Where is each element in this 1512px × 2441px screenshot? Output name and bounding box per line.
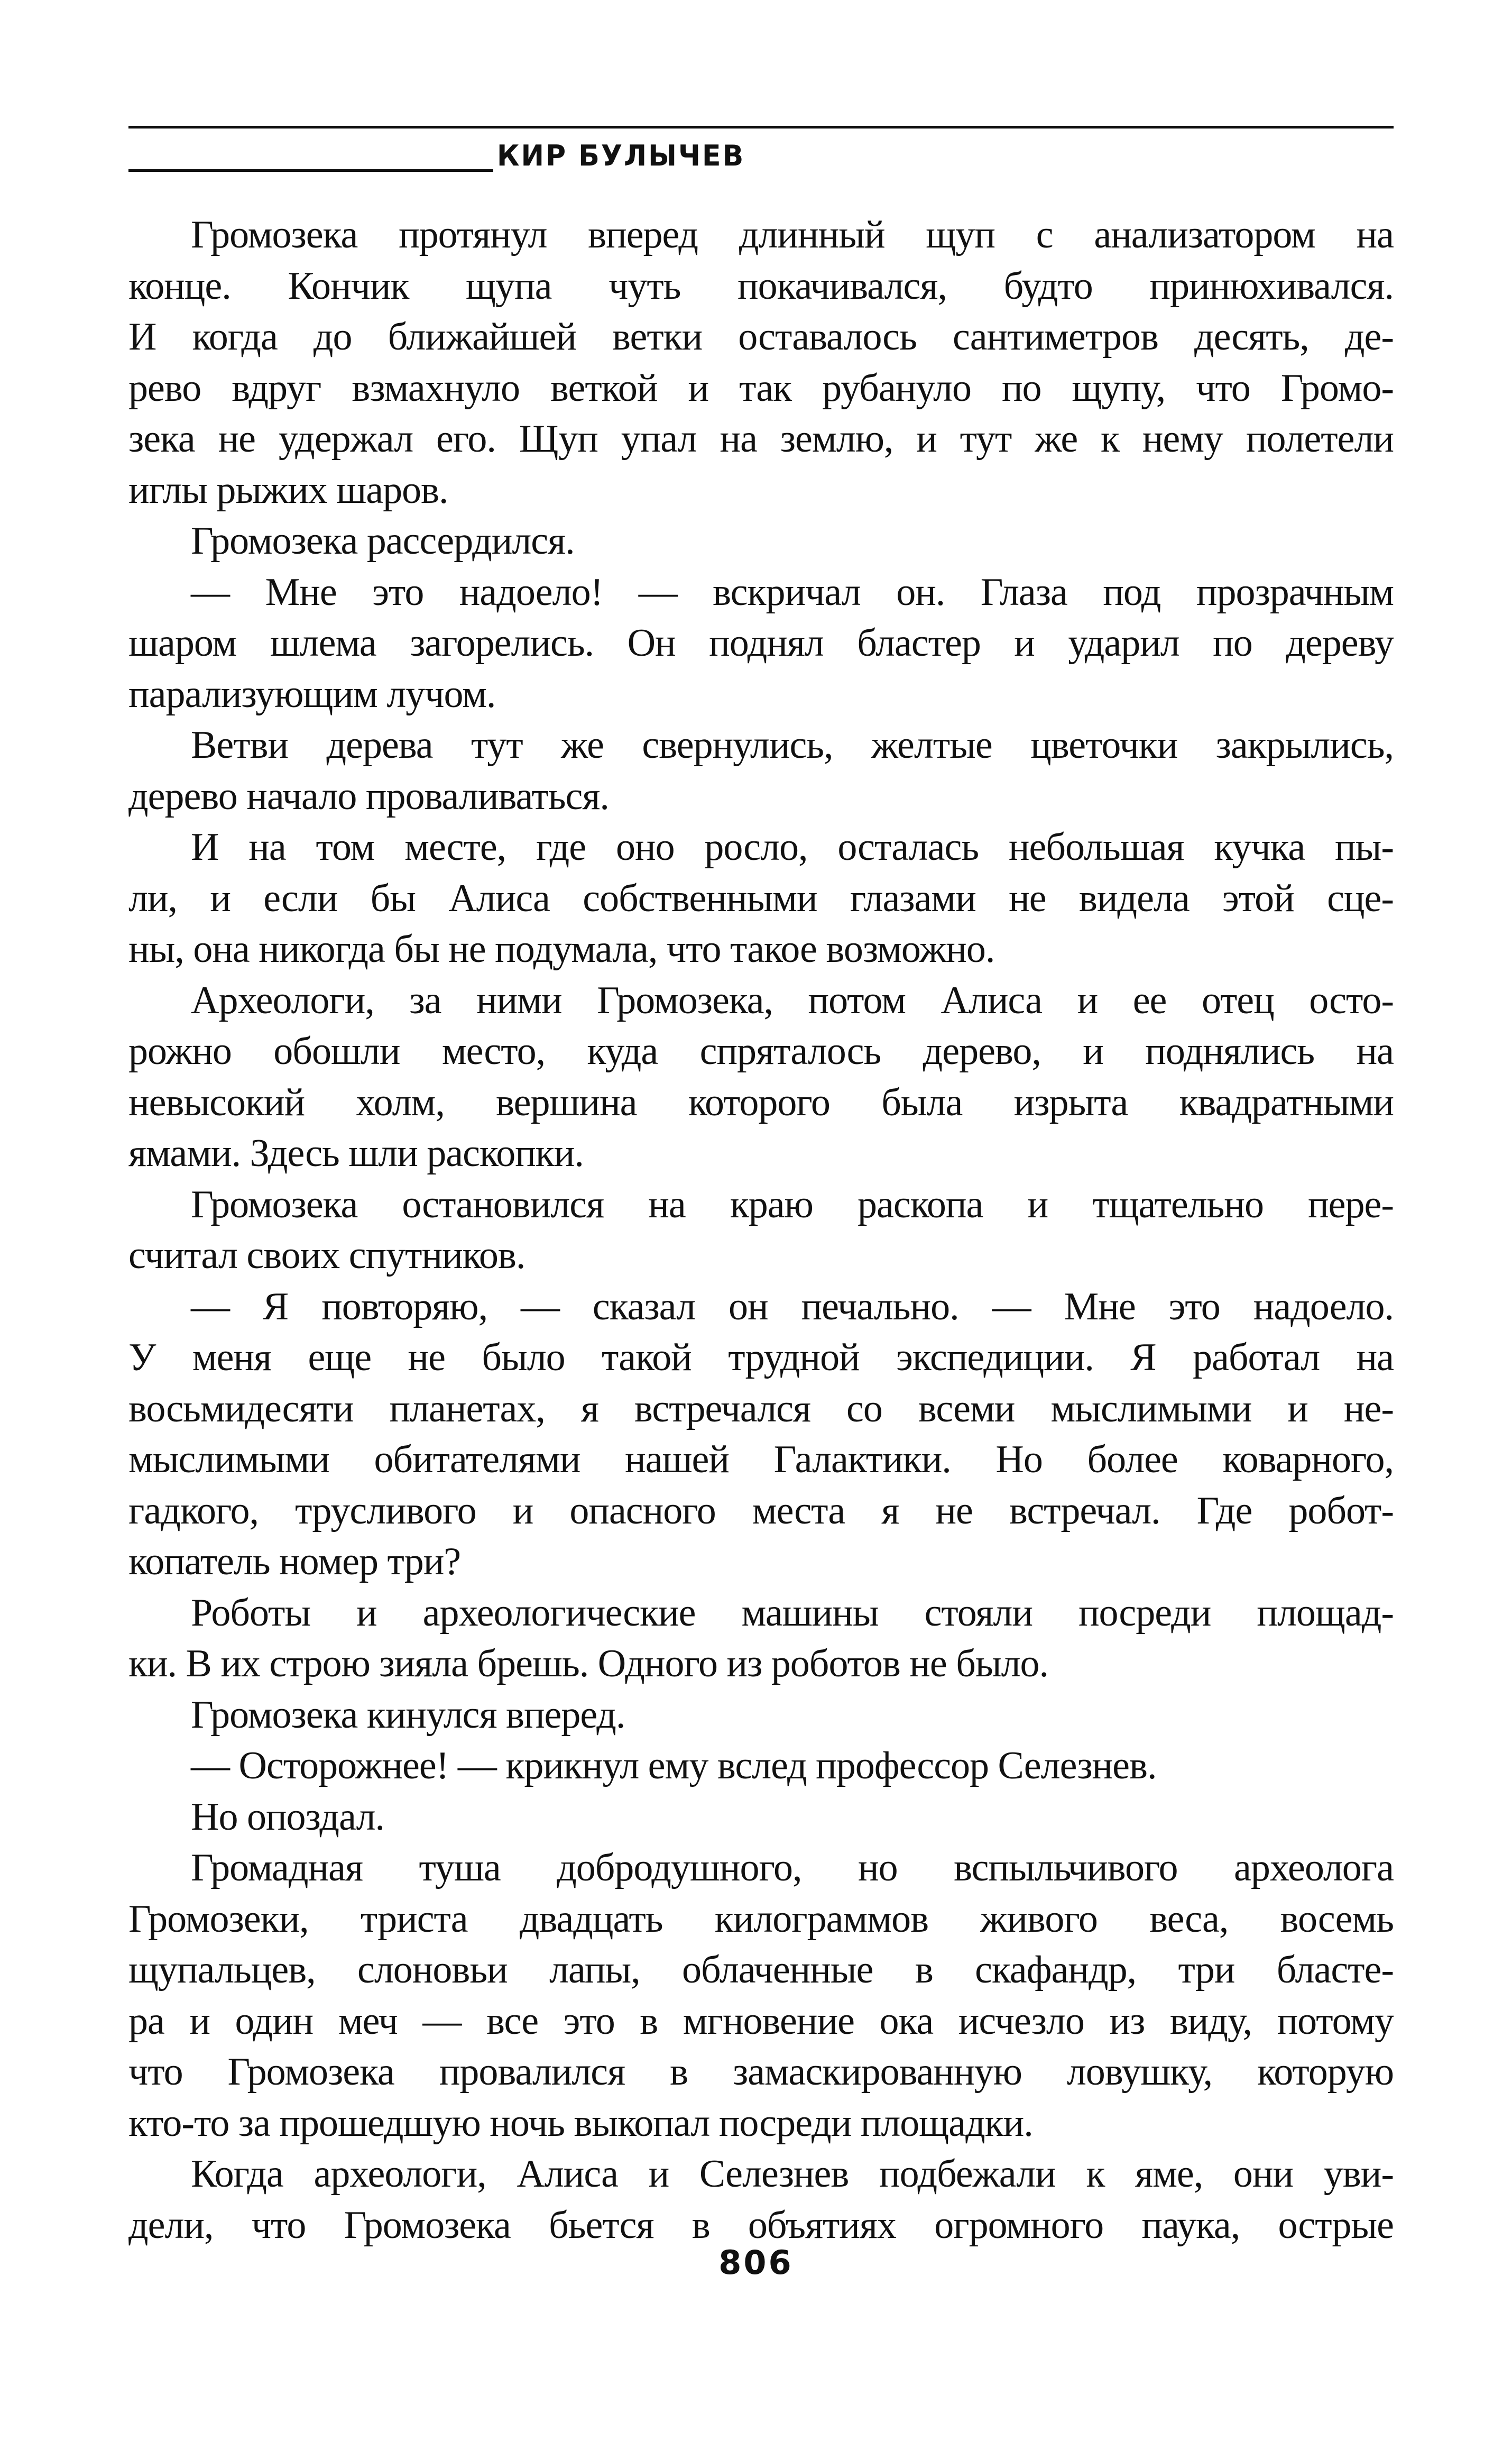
- text-line: И когда до ближайшей ветки оставалось сантиметров десять, де-: [128, 315, 1394, 359]
- text-line: Громозека протянул вперед длинный щуп с анализатором на: [191, 213, 1394, 256]
- text-line: Громозека рассердился.: [191, 519, 575, 563]
- paragraph: [128, 1792, 1394, 1843]
- text-line: Когда археологи, Алиса и Селезнев подбежали к яме, они уви-: [191, 2152, 1394, 2196]
- paragraph: [128, 1281, 1394, 1587]
- text-line: иглы рыжих шаров.: [128, 468, 448, 512]
- text-line: считал своих спутников.: [128, 1234, 525, 1277]
- paragraph: [128, 209, 1394, 516]
- paragraph: [128, 1587, 1394, 1690]
- text-line: ны, она никогда бы не подумала, что такое возможно.: [128, 928, 995, 971]
- text-line: ки. В их строю зияла брешь. Одного из роботов не было.: [128, 1642, 1049, 1685]
- text-line: щупальцев, слоновьи лапы, облаченные в скафандр, три бласте-: [128, 1948, 1394, 1992]
- text-line: кто-то за прошедшую ночь выкопал посреди площадки.: [128, 2101, 1033, 2145]
- text-line: ямами. Здесь шли раскопки.: [128, 1132, 584, 1175]
- paragraph: [128, 2149, 1394, 2251]
- text-line: Археологи, за ними Громозека, потом Алиса и ее отец осто-: [191, 978, 1394, 1022]
- text-line: Громозека остановился на краю раскопа и тщательно пере-: [191, 1182, 1394, 1226]
- running-head: КИР БУЛЫЧЕВ: [497, 139, 745, 173]
- text-line: мыслимыми обитателями нашей Галактики. Но более коварного,: [128, 1438, 1394, 1481]
- text-line: дерево начало проваливаться.: [128, 774, 609, 818]
- header-rule-left: [128, 169, 493, 172]
- paragraph: [128, 720, 1394, 822]
- text-line: — Осторожнее! — крикнул ему вслед профессор Селезнев.: [191, 1744, 1157, 1787]
- text-line: копатель номер три?: [128, 1540, 461, 1583]
- text-line: рево вдруг взмахнуло веткой и так рубануло по щупу, что Громо-: [128, 366, 1394, 410]
- text-line: Роботы и археологические машины стояли посреди площад-: [191, 1591, 1394, 1635]
- text-line: конце. Кончик щупа чуть покачивался, будто принюхивался.: [128, 264, 1394, 308]
- text-line: дели, что Громозека бьется в объятиях огромного паука, острые: [128, 2203, 1394, 2247]
- paragraph: [128, 1690, 1394, 1741]
- paragraph: [128, 1740, 1394, 1792]
- text-line: Громозеки, триста двадцать килограммов живого веса, восемь: [128, 1897, 1394, 1941]
- text-line: Громозека кинулся вперед.: [191, 1693, 625, 1737]
- text-line: шаром шлема загорелись. Он поднял бластер и ударил по дереву: [128, 621, 1394, 665]
- paragraph: [128, 516, 1394, 567]
- text-line: восьмидесяти планетах, я встречался со всеми мыслимыми и не-: [128, 1387, 1394, 1430]
- paragraph: [128, 1179, 1394, 1281]
- text-line: что Громозека провалился в замаскированную ловушку, которую: [128, 2050, 1394, 2094]
- text-line: невысокий холм, вершина которого была изрыта квадратными: [128, 1080, 1394, 1124]
- text-line: Громадная туша добродушного, но вспыльчивого археолога: [191, 1846, 1394, 1889]
- text-line: парализующим лучом.: [128, 672, 496, 716]
- text-line: зека не удержал его. Щуп упал на землю, и тут же к нему полетели: [128, 417, 1394, 461]
- text-line: Но опоздал.: [191, 1795, 385, 1839]
- text-line: Ветви дерева тут же свернулись, желтые цветочки закрылись,: [191, 723, 1394, 767]
- header-rule-top: [128, 126, 1394, 129]
- text-line: рожно обошли место, куда спряталось дерево, и поднялись на: [128, 1030, 1394, 1073]
- page-number: 806: [718, 2243, 794, 2282]
- text-line: ли, и если бы Алиса собственными глазами не видела этой сце-: [128, 876, 1394, 920]
- text-line: И на том месте, где оно росло, осталась небольшая кучка пы-: [191, 825, 1394, 869]
- text-line: гадкого, трусливого и опасного места я не встречал. Где робот-: [128, 1489, 1394, 1532]
- paragraph: [128, 567, 1394, 720]
- paragraph: [128, 975, 1394, 1179]
- paragraph: [128, 1842, 1394, 2149]
- text-line: — Я повторяю, — сказал он печально. — Мне это надоело.: [191, 1284, 1394, 1328]
- text-line: У меня еще не было такой трудной экспедиции. Я работал на: [128, 1336, 1394, 1379]
- text-line: ра и один меч — все это в мгновение ока исчезло из виду, потому: [128, 1999, 1394, 2043]
- paragraph: [128, 822, 1394, 975]
- body-text: [128, 209, 1394, 2251]
- text-line: — Мне это надоело! — вскричал он. Глаза под прозрачным: [191, 570, 1394, 614]
